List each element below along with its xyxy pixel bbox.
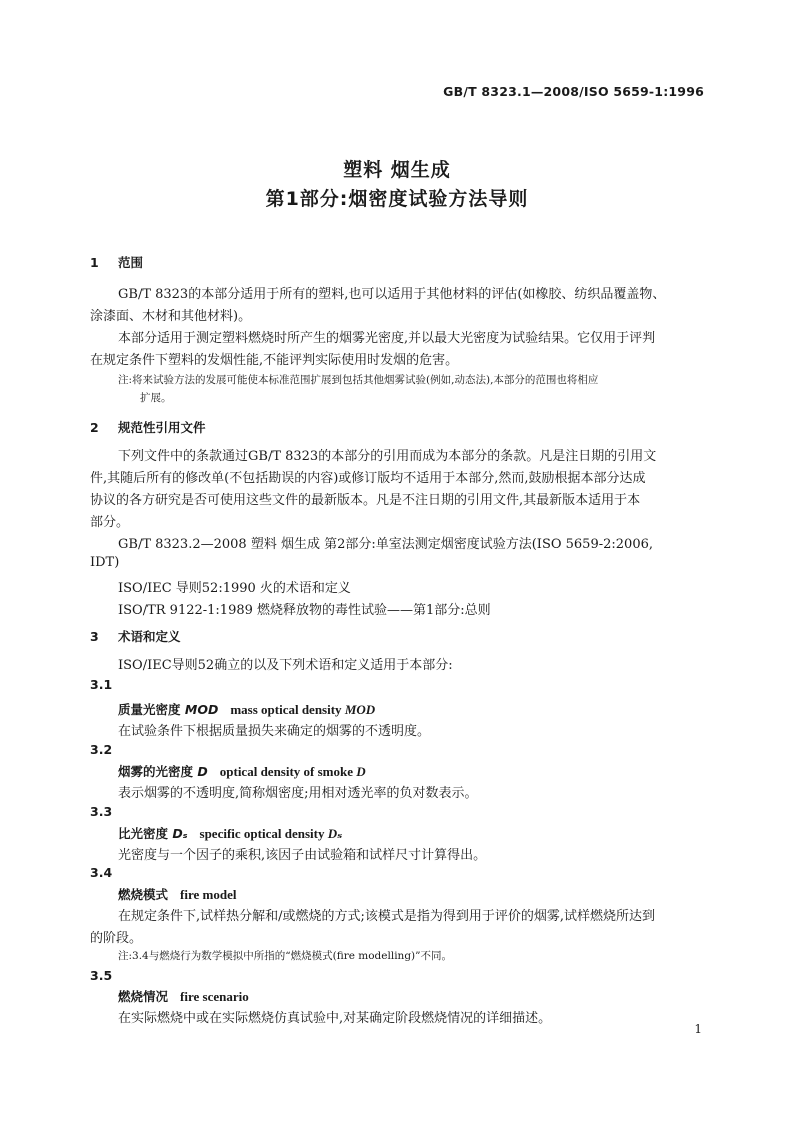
section-number: 3 <box>90 629 99 644</box>
standard-code-header: GB/T 8323.1—2008/ISO 5659-1:1996 <box>443 84 704 99</box>
term-cn: 比光密度 <box>118 826 169 841</box>
term-cn: 质量光密度 <box>118 702 181 717</box>
term-symbol: Dₛ <box>172 826 188 841</box>
term-en-symbol: MOD <box>344 702 376 717</box>
paragraph-line: 涂漆面、木材和其他材料)。 <box>90 309 252 324</box>
term-en: fire model <box>180 887 237 902</box>
term-en-text: specific optical density <box>199 826 325 841</box>
reference-line: GB/T 8323.2—2008 塑料 烟生成 第2部分:单室法测定烟密度试验方法(ISO 5659-2:2006, <box>118 537 653 552</box>
term-en-text: mass optical density <box>230 702 342 717</box>
term-heading <box>118 987 249 1005</box>
term-definition: 表示烟雾的不透明度,简称烟密度;用相对透光率的负对数表示。 <box>118 786 478 801</box>
term-definition: 在试验条件下根据质量损失来确定的烟雾的不透明度。 <box>118 724 431 739</box>
page-number: 1 <box>694 1022 702 1036</box>
section-number: 1 <box>90 255 99 270</box>
term-en: fire scenario <box>180 989 249 1004</box>
term-heading <box>118 762 366 780</box>
term-en <box>220 764 366 779</box>
section-title: 规范性引用文件 <box>118 420 206 435</box>
paragraph-line: 协议的各方研究是否可使用这些文件的最新版本。凡是不注日期的引用文件,其最新版本适用于本 <box>90 493 641 508</box>
term-symbol: D <box>197 764 208 779</box>
term-cn: 烟雾的光密度 <box>118 764 194 779</box>
paragraph-line: 件,其随后所有的修改单(不包括勘误的内容)或修订版均不适用于本部分,然而,鼓励根据本部分达成 <box>90 471 646 486</box>
paragraph-line: 在规定条件下塑料的发烟性能,不能评判实际使用时发烟的危害。 <box>90 353 459 368</box>
reference-line: ISO/IEC 导则52:1990 火的术语和定义 <box>118 581 351 596</box>
section-number: 2 <box>90 420 99 435</box>
section-1-heading <box>90 253 143 271</box>
term-cn: 燃烧模式 <box>118 887 169 902</box>
term-definition: 在实际燃烧中或在实际燃烧仿真试验中,对某确定阶段燃烧情况的详细描述。 <box>118 1011 552 1026</box>
term-number: 3.5 <box>90 968 113 983</box>
section-2-heading <box>90 418 206 436</box>
paragraph-line: 部分。 <box>90 515 130 530</box>
term-heading <box>118 885 236 903</box>
reference-line: ISO/TR 9122-1:1989 燃烧释放物的毒性试验——第1部分:总则 <box>118 603 491 618</box>
term-heading <box>118 824 342 842</box>
term-en <box>200 826 343 841</box>
term-number: 3.3 <box>90 804 113 819</box>
term-symbol: MOD <box>184 702 219 717</box>
term-number: 3.4 <box>90 865 113 880</box>
term-definition: 光密度与一个因子的乘积,该因子由试验箱和试样尺寸计算得出。 <box>118 848 487 863</box>
reference-line: IDT) <box>90 555 120 570</box>
term-definition: 在规定条件下,试样热分解和/或燃烧的方式;该模式是指为得到用于评价的烟雾,试样燃烧所达到 <box>118 909 656 924</box>
paragraph-line: 下列文件中的条款通过GB/T 8323的本部分的引用而成为本部分的条款。凡是注日期的引用文 <box>118 449 657 464</box>
section-3-heading <box>90 627 181 645</box>
term-heading <box>118 700 375 718</box>
paragraph-line: 本部分适用于测定塑料燃烧时所产生的烟雾光密度,并以最大光密度为试验结果。它仅用于评判 <box>118 331 656 346</box>
term-number: 3.1 <box>90 677 113 692</box>
note-line: 注:将来试验方法的发展可能使本标准范围扩展到包括其他烟雾试验(例如,动态法),本部分的范围也将相应 <box>118 374 599 386</box>
section-title: 范围 <box>118 255 144 270</box>
term-en-symbol: Dₛ <box>327 826 343 841</box>
term-en-symbol: D <box>356 764 366 779</box>
paragraph-line: ISO/IEC导则52确立的以及下列术语和定义适用于本部分: <box>118 658 453 673</box>
term-en <box>230 702 375 717</box>
term-number: 3.2 <box>90 742 113 757</box>
term-en-text: optical density of smoke <box>219 764 354 779</box>
document-title-line2: 第1部分:烟密度试验方法导则 <box>265 188 529 210</box>
note-line: 扩展。 <box>140 392 172 404</box>
term-cn: 燃烧情况 <box>118 989 169 1004</box>
section-title: 术语和定义 <box>118 629 181 644</box>
note-line: 注:3.4与燃烧行为数学模拟中所指的“燃烧模式(fire modelling)”不同。 <box>118 950 453 962</box>
term-definition: 的阶段。 <box>90 931 143 946</box>
document-title-line1: 塑料 烟生成 <box>343 159 451 181</box>
paragraph-line: GB/T 8323的本部分适用于所有的塑料,也可以适用于其他材料的评估(如橡胶、纺织品覆盖物、 <box>118 287 666 302</box>
